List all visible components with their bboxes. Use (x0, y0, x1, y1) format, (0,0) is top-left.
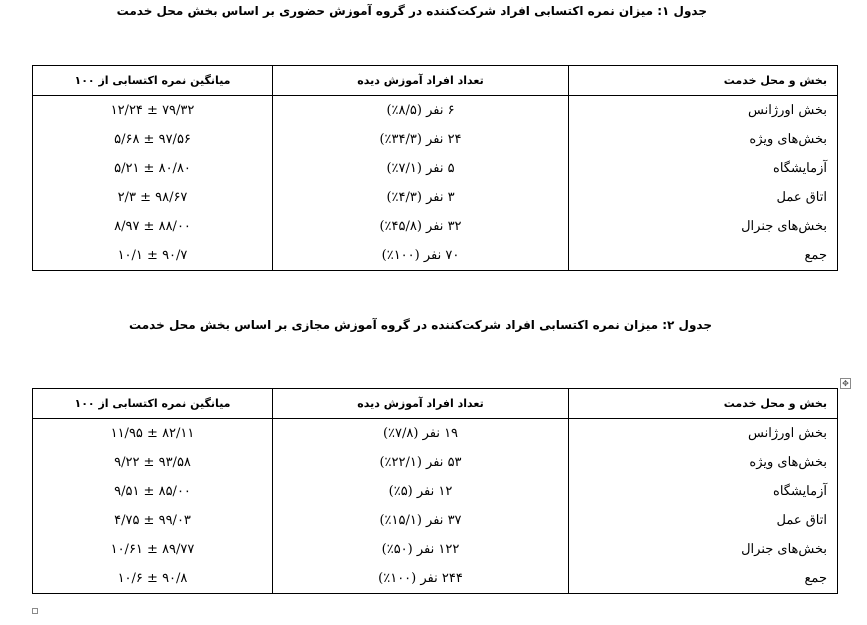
table2 (32, 388, 838, 594)
table2-header-row (33, 389, 838, 419)
cell-trained: ۱۲ نفر (۵٪) (273, 477, 569, 506)
table-row (33, 154, 838, 183)
cell-ward: بخش‌های جنرال (569, 212, 838, 241)
table2-caption: جدول ۲: میزان نمره اکتسابی افراد شرکت‌کننده در گروه آموزش مجازی بر اساس بخش محل خدمت (129, 318, 712, 332)
cell-trained: ۵ نفر (۷/۱٪) (273, 154, 569, 183)
cell-trained: ۲۴ نفر (۳۴/۳٪) (273, 125, 569, 154)
header-ward: بخش و محل خدمت (569, 66, 838, 96)
cell-ward: جمع (569, 241, 838, 271)
table-row (33, 535, 838, 564)
table-row (33, 448, 838, 477)
table1 (32, 65, 838, 271)
cell-ward: بخش اورژانس (569, 419, 838, 449)
header-trained: تعداد افراد آموزش دیده (273, 389, 569, 419)
cell-ward: بخش‌های جنرال (569, 535, 838, 564)
table-resize-handle[interactable] (32, 608, 38, 614)
cell-trained: ۶ نفر (۸/۵٪) (273, 96, 569, 126)
table1-header-row (33, 66, 838, 96)
cell-ward: بخش‌های ویژه (569, 125, 838, 154)
cell-ward: بخش‌های ویژه (569, 448, 838, 477)
table1-caption: جدول ۱: میزان نمره اکتسابی افراد شرکت‌کننده در گروه آموزش حضوری بر اساس بخش محل خدمت (116, 4, 707, 18)
cell-mean-score: ۹۳/۵۸ ± ۹/۲۲ (33, 448, 273, 477)
table-row (33, 183, 838, 212)
table-move-handle-icon[interactable]: ✥ (840, 378, 851, 389)
cell-mean-score: ۷۹/۳۲ ± ۱۲/۲۴ (33, 96, 273, 126)
cell-mean-score: ۹۰/۸ ± ۱۰/۶ (33, 564, 273, 594)
cell-mean-score: ۸۸/۰۰ ± ۸/۹۷ (33, 212, 273, 241)
cell-trained: ۳ نفر (۴/۳٪) (273, 183, 569, 212)
table-row-total (33, 241, 838, 271)
table-row (33, 419, 838, 449)
table-row-total (33, 564, 838, 594)
table-row (33, 212, 838, 241)
cell-mean-score: ۸۵/۰۰ ± ۹/۵۱ (33, 477, 273, 506)
cell-ward: اتاق عمل (569, 183, 838, 212)
header-trained: تعداد افراد آموزش دیده (273, 66, 569, 96)
table-row (33, 96, 838, 126)
table-row (33, 506, 838, 535)
cell-mean-score: ۸۹/۷۷ ± ۱۰/۶۱ (33, 535, 273, 564)
cell-trained: ۳۷ نفر (۱۵/۱٪) (273, 506, 569, 535)
cell-trained: ۱۹ نفر (۷/۸٪) (273, 419, 569, 449)
cell-ward: آزمایشگاه (569, 154, 838, 183)
header-mean-score: میانگین نمره اکتسابی از ۱۰۰ (33, 389, 273, 419)
table-row (33, 125, 838, 154)
cell-trained: ۵۳ نفر (۲۲/۱٪) (273, 448, 569, 477)
cell-trained: ۱۲۲ نفر (۵۰٪) (273, 535, 569, 564)
header-mean-score: میانگین نمره اکتسابی از ۱۰۰ (33, 66, 273, 96)
cell-mean-score: ۹۷/۵۶ ± ۵/۶۸ (33, 125, 273, 154)
cell-trained: ۲۴۴ نفر (۱۰۰٪) (273, 564, 569, 594)
cell-ward: آزمایشگاه (569, 477, 838, 506)
cell-mean-score: ۸۲/۱۱ ± ۱۱/۹۵ (33, 419, 273, 449)
cell-trained: ۷۰ نفر (۱۰۰٪) (273, 241, 569, 271)
cell-mean-score: ۹۹/۰۳ ± ۴/۷۵ (33, 506, 273, 535)
cell-mean-score: ۹۰/۷ ± ۱۰/۱ (33, 241, 273, 271)
cell-trained: ۳۲ نفر (۴۵/۸٪) (273, 212, 569, 241)
cell-ward: جمع (569, 564, 838, 594)
cell-mean-score: ۸۰/۸۰ ± ۵/۲۱ (33, 154, 273, 183)
table-row (33, 477, 838, 506)
cell-ward: اتاق عمل (569, 506, 838, 535)
header-ward: بخش و محل خدمت (569, 389, 838, 419)
cell-ward: بخش اورژانس (569, 96, 838, 126)
cell-mean-score: ۹۸/۶۷ ± ۲/۳ (33, 183, 273, 212)
